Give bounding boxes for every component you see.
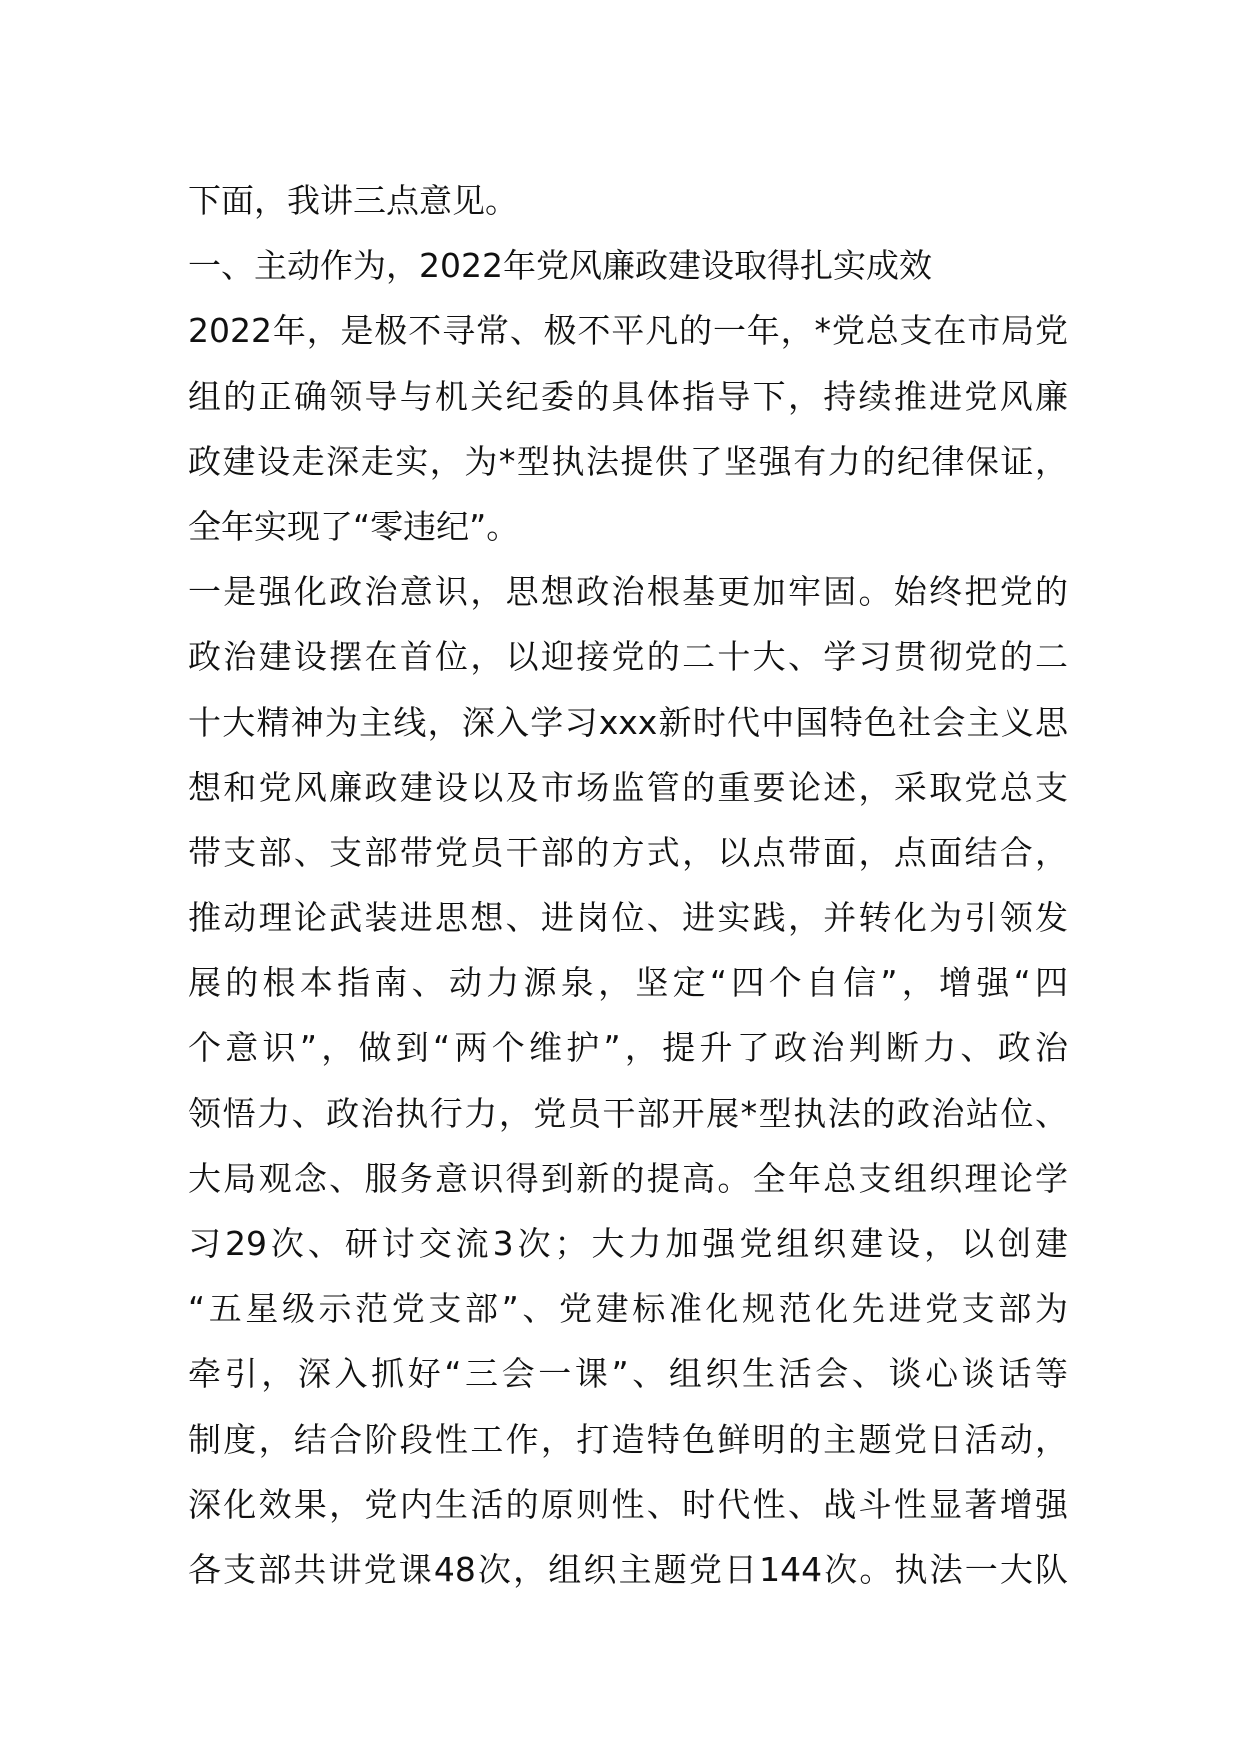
section-heading: 一、主动作为，2022年党风廉政建设取得扎实成效	[188, 246, 932, 286]
text-line: 制度，结合阶段性工作，打造特色鲜明的主题党日活动，	[188, 1419, 1068, 1459]
text-line: “五星级示范党支部”、党建标准化规范化先进党支部为	[188, 1289, 1068, 1329]
text-line: 个意识”，做到“两个维护”，提升了政治判断力、政治	[188, 1028, 1068, 1068]
text-line: 十大精神为主线，深入学习xxx新时代中国特色社会主义思	[188, 702, 1068, 742]
text-line: 2022年，是极不寻常、极不平凡的一年，*党总支在市局党	[188, 311, 1068, 351]
text-line: 全年实现了“零违纪”。	[188, 506, 520, 546]
text-line: 领悟力、政治执行力，党员干部开展*型执法的政治站位、	[188, 1093, 1068, 1133]
text-line: 组的正确领导与机关纪委的具体指导下，持续推进党风廉	[188, 376, 1068, 416]
text-line: 想和党风廉政建设以及市场监管的重要论述，采取党总支	[188, 767, 1068, 807]
document-body	[188, 168, 1068, 1602]
text-line: 习29次、研讨交流3次；大力加强党组织建设，以创建	[188, 1224, 1068, 1263]
text-line: 展的根本指南、动力源泉，坚定“四个自信”，增强“四	[188, 963, 1068, 1003]
text-line: 带支部、支部带党员干部的方式，以点带面，点面结合，	[188, 832, 1068, 872]
text-line: 推动理论武装进思想、进岗位、进实践，并转化为引领发	[188, 898, 1068, 938]
text-line: 牵引，深入抓好“三会一课”、组织生活会、谈心谈话等	[188, 1354, 1068, 1394]
text-line: 深化效果，党内生活的原则性、时代性、战斗性显著增强	[188, 1484, 1068, 1524]
text-line: 大局观念、服务意识得到新的提高。全年总支组织理论学	[188, 1158, 1068, 1198]
text-line-intro: 下面，我讲三点意见。	[188, 181, 518, 220]
text-line: 各支部共讲党课48次，组织主题党日144次。执法一大队	[188, 1549, 1068, 1589]
text-line: 一是强化政治意识，思想政治根基更加牢固。始终把党的	[188, 572, 1068, 612]
text-line: 政治建设摆在首位，以迎接党的二十大、学习贯彻党的二	[188, 637, 1068, 677]
text-line: 政建设走深走实，为*型执法提供了坚强有力的纪律保证，	[188, 441, 1068, 481]
